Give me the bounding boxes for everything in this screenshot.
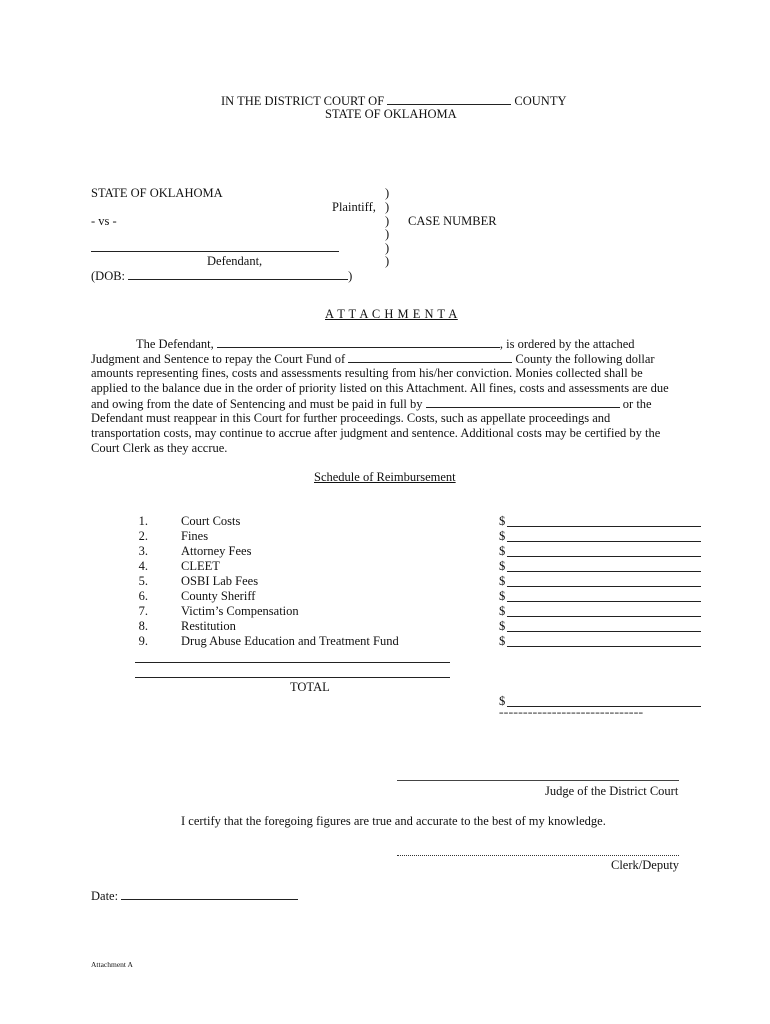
dollar-sign: $ — [499, 529, 506, 543]
body-line-8: Court Clerk as they accrue. — [91, 441, 228, 455]
dollar-sign: $ — [499, 544, 506, 558]
total-double-rule: ============================== — [499, 709, 644, 718]
dollar-sign: $ — [499, 514, 506, 528]
case-number-label: CASE NUMBER — [408, 214, 497, 228]
amount-blank-cleet[interactable] — [507, 571, 701, 572]
judge-label: Judge of the District Court — [545, 784, 679, 798]
caption-paren: ) — [385, 200, 390, 214]
dollar-sign: $ — [499, 589, 506, 603]
dollar-sign: $ — [499, 559, 506, 573]
dob-label: (DOB: — [91, 269, 126, 283]
court-label: IN THE DISTRICT COURT OF — [221, 94, 385, 108]
item-number: 6. — [138, 589, 148, 603]
item-label: Court Costs — [181, 514, 241, 528]
item-label: OSBI Lab Fees — [181, 574, 259, 588]
body-p1b: , is ordered by the attached — [499, 337, 635, 351]
item-number: 9. — [138, 634, 148, 648]
amount-blank-fines[interactable] — [507, 541, 701, 542]
item-number: 1. — [138, 514, 148, 528]
extra-item-blank[interactable] — [135, 677, 450, 678]
body-p5b: or the — [622, 397, 652, 411]
item-label: Drug Abuse Education and Treatment Fund — [181, 634, 399, 648]
item-number: 3. — [138, 544, 148, 558]
dob-close: ) — [348, 269, 353, 283]
county-label: COUNTY — [514, 94, 567, 108]
dollar-sign: $ — [499, 634, 506, 648]
body-p5a: and owing from the date of Sentencing and must be paid in full by — [91, 397, 423, 411]
amount-blank-osbi[interactable] — [507, 586, 701, 587]
dob-line — [91, 268, 352, 284]
amount-blank-sheriff[interactable] — [507, 601, 701, 602]
schedule-heading: Schedule of Reimbursement — [314, 470, 456, 484]
date-row — [91, 888, 298, 904]
body-p2b: County the following dollar — [515, 352, 655, 366]
amount-blank-restitution[interactable] — [507, 631, 701, 632]
defendant-name-blank[interactable] — [91, 251, 339, 252]
body-line-6: Defendant must reappear in this Court for further proceedings. Costs, such as appellate proceedings and — [91, 411, 611, 425]
item-label: Fines — [181, 529, 209, 543]
body-line-4: applied to the balance due in the order of priority listed on this Attachment. All fines, costs and assessments are due — [91, 381, 669, 395]
date-label: Date: — [91, 889, 119, 903]
body-line-3: amounts representing fines, costs and assessments resulting from his/her conviction. Monies collected shall be — [91, 366, 643, 380]
item-number: 2. — [138, 529, 148, 543]
amount-blank-victims-comp[interactable] — [507, 616, 701, 617]
dollar-sign: $ — [499, 574, 506, 588]
item-number: 7. — [138, 604, 148, 618]
item-label: County Sheriff — [181, 589, 256, 603]
defendant-blank[interactable] — [217, 336, 500, 348]
caption-paren: ) — [385, 186, 390, 200]
item-label: CLEET — [181, 559, 220, 573]
extra-item-blank[interactable] — [135, 662, 450, 663]
date-blank[interactable] — [121, 888, 298, 900]
attachment-title: A T T A C H M E N T A — [325, 307, 458, 321]
caption-paren: ) — [385, 227, 390, 241]
item-number: 4. — [138, 559, 148, 573]
footer-label: Attachment A — [91, 960, 133, 969]
judge-signature-line[interactable] — [397, 780, 679, 781]
item-label: Restitution — [181, 619, 236, 633]
caption-paren: ) — [385, 214, 390, 228]
defendant-label: Defendant, — [207, 254, 263, 268]
dollar-sign: $ — [499, 604, 506, 618]
amount-blank-attorney-fees[interactable] — [507, 556, 701, 557]
body-line-5 — [91, 396, 652, 412]
county-name-blank[interactable] — [387, 93, 511, 105]
total-label: TOTAL — [290, 680, 330, 694]
plaintiff-name: STATE OF OKLAHOMA — [91, 186, 223, 200]
item-label: Attorney Fees — [181, 544, 252, 558]
body-line-1 — [136, 336, 635, 352]
total-amount-blank[interactable] — [507, 706, 701, 707]
caption-paren: ) — [385, 254, 390, 268]
body-p2a: Judgment and Sentence to repay the Court Fund of — [91, 352, 346, 366]
clerk-signature-line[interactable] — [397, 855, 679, 856]
item-label: Victim’s Compensation — [181, 604, 299, 618]
dollar-sign: $ — [499, 619, 506, 633]
clerk-label: Clerk/Deputy — [611, 858, 680, 872]
body-line-7: transportation costs, may continue to accrue after judgment and sentence. Additional costs may be certified by the — [91, 426, 661, 440]
item-number: 5. — [138, 574, 148, 588]
body-p1a: The Defendant, — [136, 337, 214, 351]
pay-by-date-blank[interactable] — [426, 396, 620, 408]
versus-label: - vs - — [91, 214, 117, 228]
certification-text: I certify that the foregoing figures are true and accurate to the best of my knowledge. — [181, 814, 606, 828]
caption-paren: ) — [385, 241, 390, 255]
dob-blank[interactable] — [128, 268, 348, 280]
plaintiff-label: Plaintiff, — [332, 200, 376, 214]
item-number: 8. — [138, 619, 148, 633]
court-fund-county-blank[interactable] — [348, 351, 512, 363]
amount-blank-court-costs[interactable] — [507, 526, 701, 527]
total-dollar-sign: $ — [499, 694, 506, 708]
amount-blank-drug-abuse-fund[interactable] — [507, 646, 701, 647]
state-header: STATE OF OKLAHOMA — [325, 107, 457, 121]
body-line-2 — [91, 351, 655, 367]
